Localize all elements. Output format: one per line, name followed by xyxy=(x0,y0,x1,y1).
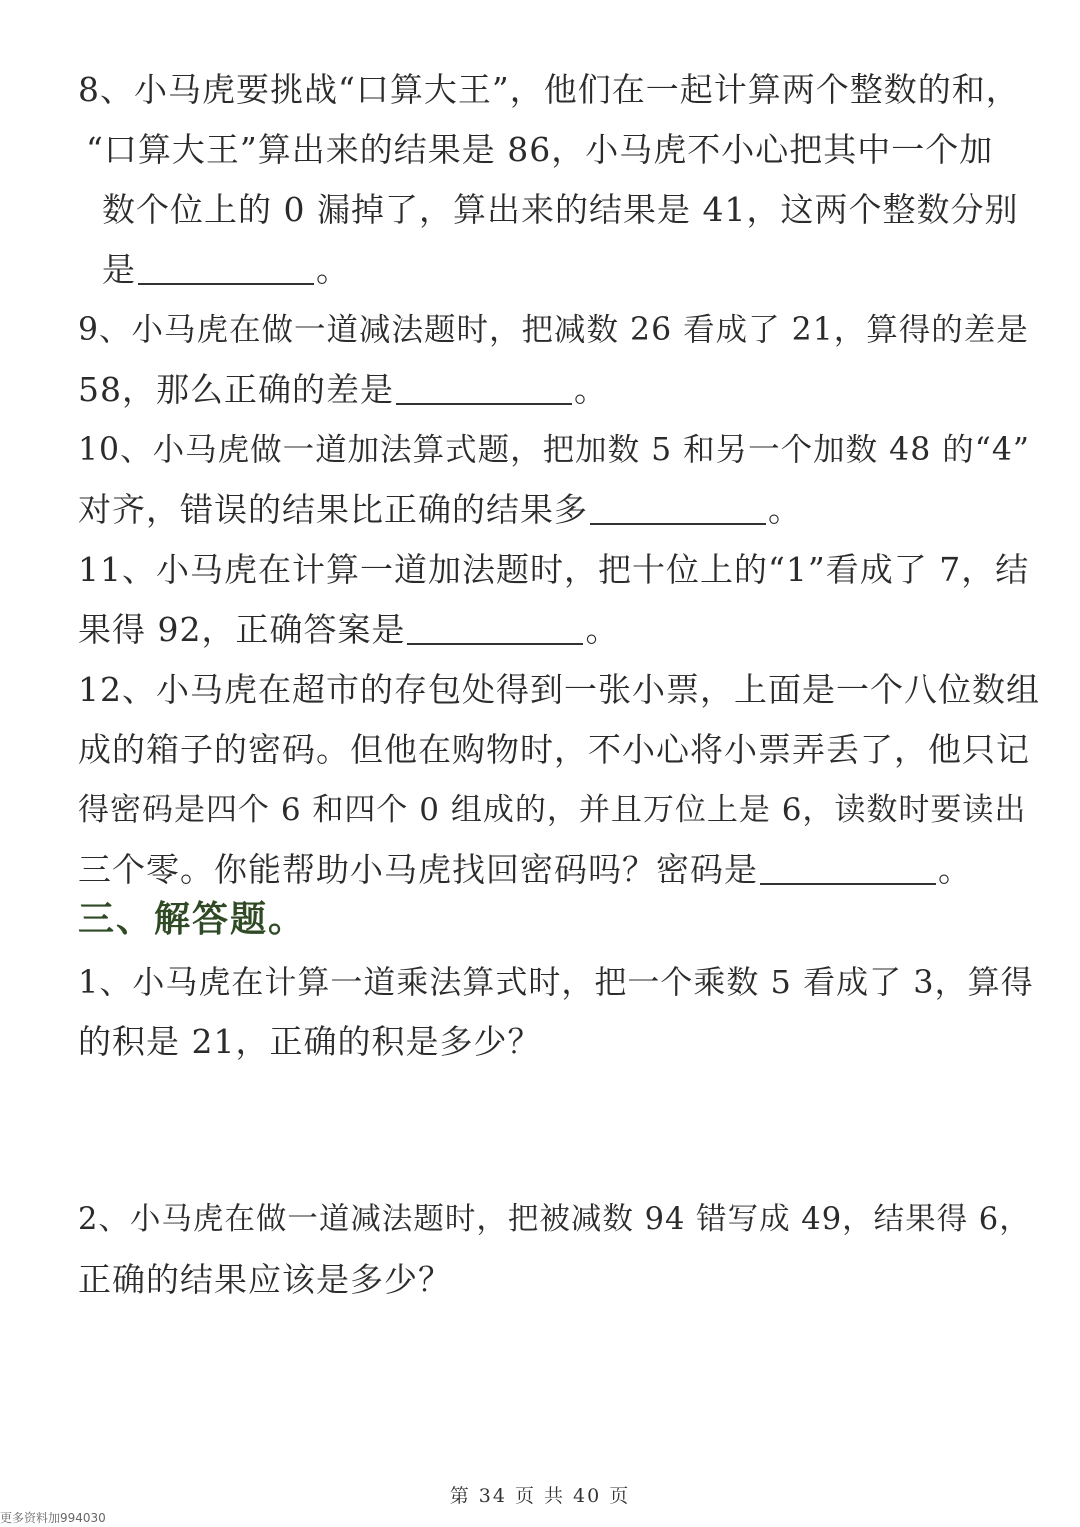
q12-line4-text: 三个零。你能帮助小马虎找回密码吗？密码是 xyxy=(78,850,758,889)
q10-answer-blank[interactable] xyxy=(590,493,766,525)
q8-line1: 8、小马虎要挑战“口算大王”，他们在一起计算两个整数的和， xyxy=(78,70,1020,109)
q10-line1: 10、小马虎做一道加法算式题，把加数 5 和另一个加数 48 的“4” xyxy=(78,432,1031,468)
q9-answer-blank[interactable] xyxy=(396,373,572,405)
q12-line3: 得密码是四个 6 和四个 0 组成的，并且万位上是 6，读数时要读出 xyxy=(78,792,1027,828)
q10-line2-end: 。 xyxy=(768,490,802,529)
q12-line4 xyxy=(78,850,972,890)
q12-answer-blank[interactable] xyxy=(760,853,936,885)
q9-line2 xyxy=(78,370,608,410)
q11-line2-text: 果得 92，正确答案是 xyxy=(78,610,406,649)
a2-line1: 2、小马虎在做一道减法题时，把被减数 94 错写成 49，结果得 6， xyxy=(78,1202,1031,1237)
a1-line1: 1、小马虎在计算一道乘法算式时，把一个乘数 5 看成了 3，算得 xyxy=(78,963,1034,1001)
q9-line2-text: 58，那么正确的差是 xyxy=(78,370,394,409)
q8-line4-text: 是 xyxy=(102,250,136,289)
q12-line4-end: 。 xyxy=(938,850,972,889)
q11-line1: 11、小马虎在计算一道加法题时，把十位上的“1”看成了 7，结 xyxy=(78,550,1030,589)
q11-line2 xyxy=(78,610,619,650)
q10-line2-text: 对齐，错误的结果比正确的结果多 xyxy=(78,490,588,529)
q9-line1: 9、小马虎在做一道减法题时，把减数 26 看成了 21，算得的差是 xyxy=(78,312,1029,348)
a2-line2: 正确的结果应该是多少？ xyxy=(78,1260,452,1299)
q12-line2: 成的箱子的密码。但他在购物时，不小心将小票弄丢了，他只记 xyxy=(78,730,1030,769)
q8-answer-blank[interactable] xyxy=(138,253,314,285)
q8-line4 xyxy=(102,250,350,290)
q8-line3: 数个位上的 0 漏掉了，算出来的结果是 41，这两个整数分别 xyxy=(102,190,1019,229)
q11-answer-blank[interactable] xyxy=(407,613,583,645)
q11-line2-end: 。 xyxy=(585,610,620,649)
q9-line2-end: 。 xyxy=(574,370,608,409)
a1-line2: 的积是 21，正确的积是多少？ xyxy=(78,1022,542,1061)
q10-line2 xyxy=(78,490,802,530)
watermark-text: 更多资料加994030 xyxy=(0,1511,106,1525)
q8-line4-end: 。 xyxy=(316,250,350,289)
page-number: 第 34 页 共 40 页 xyxy=(449,1485,631,1507)
section-heading: 三、解答题。 xyxy=(78,899,307,940)
q8-line2: “口算大王”算出来的结果是 86，小马虎不小心把其中一个加 xyxy=(86,130,994,169)
q12-line1: 12、小马虎在超市的存包处得到一张小票，上面是一个八位数组 xyxy=(78,670,1040,709)
